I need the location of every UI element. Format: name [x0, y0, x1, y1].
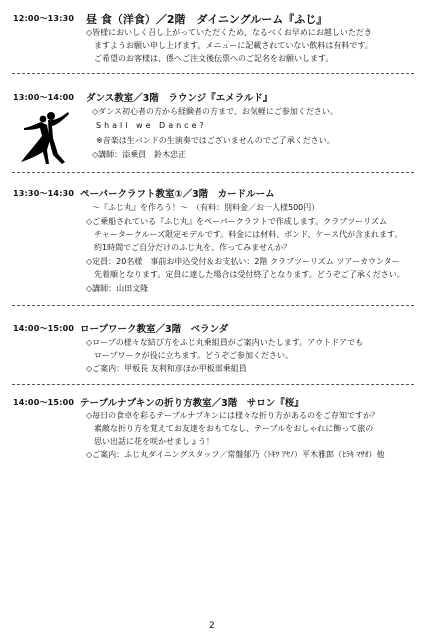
event-5-line-1: ◇毎日の食卓を彩るテーブルナプキンには様々な折り方があるのをご存知ですか？ [86, 411, 380, 420]
event-title-2: ダンス教室／3階 ラウンジ『エメラルド』 [86, 93, 273, 104]
event-1-line-3: ご希望のお客様は、係へご注文後伝票へのご記名をお願いします。 [86, 54, 334, 63]
event-3-line-6: 先着順となります。定員に達した場合は受付終了となります。どうぞご了承ください。 [86, 270, 405, 279]
event-4-line-2: ロープワークが役に立ちます。どうぞご参加ください。 [86, 351, 293, 360]
event-1-line-1: ◇皆様においしく召し上がっていただくため、なるべくお早めにお越しいただき [86, 28, 372, 37]
event-4-line-3: ◇ご案内：甲板長 友利和彦ほか甲板部乗組員 [86, 364, 247, 373]
event-3-line-2: ◇ご乗船されている『ふじ丸』をペーパークラフトで作成します。クラブツーリズム [86, 217, 387, 226]
event-time-1: 12:00～13:30 [13, 14, 75, 23]
event-5-line-3: 思い出話に花を咲かせましょう！ [86, 437, 214, 446]
event-time-5: 14:00～15:00 [13, 398, 75, 407]
event-3-line-5: ◇定員：20名様 事前お申込受付＆お支払い：2階 クラブツーリズム ツアーカウンター [86, 257, 400, 266]
event-5-line-2: 素敵な折り方を覚えてお友達をおもてなし、テーブルをおしゃれに飾って旅の [86, 424, 374, 433]
event-1-line-2: ますようお願い申し上げます。メニューに記載されていない飲料は有料です。 [86, 41, 373, 50]
event-title-3: ペーパークラフト教室①／3階 カードルーム [80, 189, 275, 200]
event-3-line-7: ◇講師：山田文隆 [86, 284, 149, 293]
event-3-line-4: 約1時間でご自分だけのふじ丸を、作ってみませんか？ [86, 243, 292, 252]
event-title-1: 昼 食（洋食）／2階 ダイニングルーム『ふじ』 [86, 13, 328, 26]
event-3-line-3: チャータークルーズ限定モデルです。料金には材料、ボンド、ケース代が含まれます。 [86, 230, 403, 239]
event-title-4: ロープワーク教室／3階 ベランダ [80, 324, 229, 335]
event-2-line-2: Shall we Dance? [96, 121, 207, 130]
divider [12, 384, 414, 385]
divider [12, 305, 414, 306]
event-5-line-4: ◇ご案内：ふじ丸ダイニングスタッフ／常盤郁乃（ﾄｷﾜ ｱﾔﾉ）平木雅郎（ﾋﾗｷ ﾏｻｵ）他 [86, 450, 385, 459]
ballroom-dancers-icon [16, 110, 72, 168]
event-time-2: 13:00～14:00 [13, 93, 75, 102]
event-4-line-1: ◇ロープの様々な結び方をふじ丸乗組員がご案内いたします。アウトドアでも [86, 338, 364, 347]
event-time-4: 14:00～15:00 [13, 324, 75, 333]
event-2-line-3: ※音楽は生バンドの生演奏ではございませんのでご了承ください。 [96, 136, 335, 145]
event-title-5: テーブルナプキンの折り方教室／3階 サロン『桜』 [80, 398, 304, 409]
divider [12, 172, 414, 173]
event-2-line-1: ◇ダンス初心者の方から経験者の方まで、お気軽にご参加ください。 [92, 107, 338, 116]
event-2-line-4: ◇講師：添乗員 鈴木忠正 [92, 150, 187, 159]
event-time-3: 13:30～14:30 [13, 189, 75, 198]
page-number: 2 [209, 621, 215, 631]
event-3-line-1: ～『ふじ丸』を作ろう！～ （有料：別料金／お一人様500円） [92, 203, 320, 212]
divider [12, 73, 414, 74]
